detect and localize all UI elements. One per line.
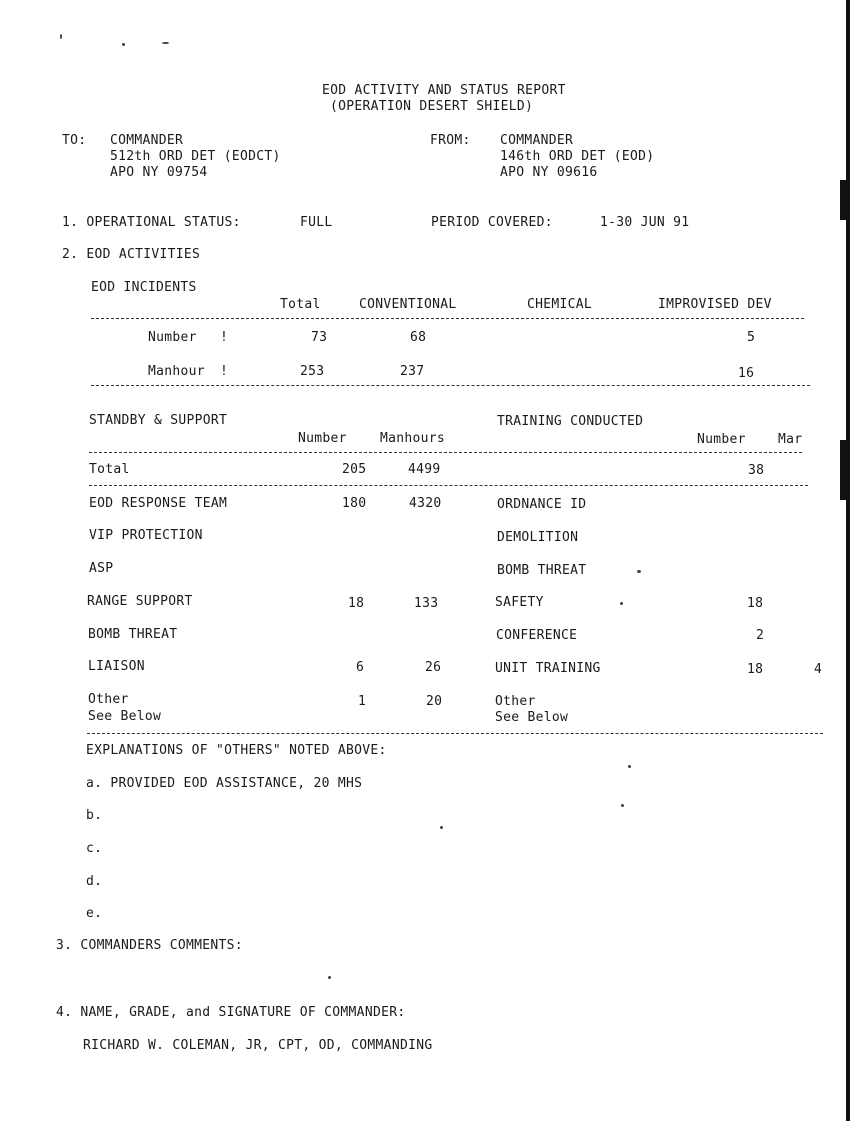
- training-col-number: Number: [697, 432, 746, 447]
- explanation-item: e.: [86, 906, 103, 921]
- incidents-bottom-rule: [91, 385, 810, 386]
- incidents-manhour-improvised: 16: [738, 366, 755, 381]
- standby-row-number: 180: [342, 496, 367, 511]
- incidents-row-manhour-label: Manhour: [148, 364, 205, 379]
- standby-col-number: Number: [298, 431, 347, 446]
- training-total-number: 38: [748, 463, 765, 478]
- explanation-item: c.: [86, 841, 103, 856]
- incidents-header-rule: [91, 318, 804, 319]
- eod-incidents-heading: EOD INCIDENTS: [91, 280, 197, 295]
- training-row-number: 18: [747, 596, 764, 611]
- standby-other-note: See Below: [88, 709, 162, 724]
- scan-speck: [328, 976, 331, 979]
- training-col-manhours: Mar: [778, 432, 803, 447]
- training-row-label: Other: [495, 694, 536, 709]
- incidents-number-conventional: 68: [410, 330, 427, 345]
- eod-activities-label: 2. EOD ACTIVITIES: [62, 247, 201, 262]
- training-conducted-heading: TRAINING CONDUCTED: [497, 414, 644, 429]
- standby-row-manhours: 20: [426, 694, 443, 709]
- training-row-label: SAFETY: [495, 595, 544, 610]
- commander-signature-label: 4. NAME, GRADE, and SIGNATURE OF COMMANDER:: [56, 1005, 406, 1020]
- period-covered-label: PERIOD COVERED:: [431, 215, 553, 230]
- training-row-label: DEMOLITION: [497, 530, 579, 545]
- standby-total-number: 205: [342, 462, 367, 477]
- scan-speck: [637, 570, 641, 573]
- incidents-col-conventional: CONVENTIONAL: [359, 297, 457, 312]
- incidents-col-total: Total: [280, 297, 321, 312]
- operational-status-value: FULL: [300, 215, 333, 230]
- training-row-label: BOMB THREAT: [497, 563, 587, 578]
- explanation-item: a. PROVIDED EOD ASSISTANCE, 20 MHS: [86, 776, 363, 791]
- incidents-manhour-total: 253: [300, 364, 325, 379]
- scan-speck: [440, 826, 443, 829]
- explanations-rule: [87, 733, 823, 734]
- to-line-2: 512th ORD DET (EODCT): [110, 149, 281, 164]
- incidents-row-separator: !: [220, 330, 229, 345]
- explanation-item: b.: [86, 808, 103, 823]
- totals-rule: [89, 485, 808, 486]
- scan-speck: [162, 42, 169, 44]
- training-row-number: 2: [756, 628, 765, 643]
- commanders-comments-label: 3. COMMANDERS COMMENTS:: [56, 938, 243, 953]
- from-line-3: APO NY 09616: [500, 165, 598, 180]
- incidents-col-chemical: CHEMICAL: [527, 297, 593, 312]
- standby-row-label: BOMB THREAT: [88, 627, 178, 642]
- standby-row-label: Other: [88, 692, 129, 707]
- standby-row-label: RANGE SUPPORT: [87, 594, 193, 609]
- scan-edge-notch: [840, 180, 850, 220]
- incidents-col-improvised: IMPROVISED DEV: [658, 297, 772, 312]
- standby-row-manhours: 4320: [409, 496, 442, 511]
- incidents-row-number-label: Number: [148, 330, 197, 345]
- training-row-number: 18: [747, 662, 764, 677]
- from-line-2: 146th ORD DET (EOD): [500, 149, 655, 164]
- scan-edge: [846, 0, 850, 1121]
- period-covered-value: 1-30 JUN 91: [600, 215, 690, 230]
- from-label: FROM:: [430, 133, 471, 148]
- standby-row-label: LIAISON: [88, 659, 145, 674]
- explanations-heading: EXPLANATIONS OF "OTHERS" NOTED ABOVE:: [86, 743, 387, 758]
- scan-speck: [621, 804, 624, 807]
- training-row-label: UNIT TRAINING: [495, 661, 601, 676]
- standby-row-manhours: 133: [414, 596, 439, 611]
- standby-support-heading: STANDBY & SUPPORT: [89, 413, 228, 428]
- incidents-number-improvised: 5: [747, 330, 756, 345]
- training-row-manhours: 4: [814, 662, 823, 677]
- standby-header-rule: [89, 452, 802, 453]
- standby-col-manhours: Manhours: [380, 431, 446, 446]
- explanation-item: d.: [86, 874, 103, 889]
- to-label: TO:: [62, 133, 87, 148]
- from-line-1: COMMANDER: [500, 133, 574, 148]
- to-line-1: COMMANDER: [110, 133, 184, 148]
- scan-speck: [620, 602, 623, 605]
- scan-edge-notch: [840, 440, 850, 500]
- standby-row-number: 18: [348, 596, 365, 611]
- scan-speck: [122, 43, 125, 46]
- standby-total-label: Total: [89, 462, 130, 477]
- standby-total-manhours: 4499: [408, 462, 441, 477]
- incidents-manhour-conventional: 237: [400, 364, 425, 379]
- training-row-label: ORDNANCE ID: [497, 497, 587, 512]
- standby-row-label: ASP: [89, 561, 114, 576]
- standby-row-number: 6: [356, 660, 365, 675]
- commander-name: RICHARD W. COLEMAN, JR, CPT, OD, COMMANDING: [83, 1038, 433, 1053]
- scan-speck: [60, 34, 62, 39]
- incidents-row-separator: !: [220, 364, 229, 379]
- standby-row-label: EOD RESPONSE TEAM: [89, 496, 228, 511]
- report-subtitle: (OPERATION DESERT SHIELD): [330, 99, 534, 114]
- to-line-3: APO NY 09754: [110, 165, 208, 180]
- training-other-note: See Below: [495, 710, 569, 725]
- scan-speck: [628, 765, 631, 768]
- standby-row-manhours: 26: [425, 660, 442, 675]
- operational-status-label: 1. OPERATIONAL STATUS:: [62, 215, 241, 230]
- report-title: EOD ACTIVITY AND STATUS REPORT: [322, 83, 566, 98]
- incidents-number-total: 73: [311, 330, 328, 345]
- standby-row-label: VIP PROTECTION: [89, 528, 203, 543]
- training-row-label: CONFERENCE: [496, 628, 578, 643]
- standby-row-number: 1: [358, 694, 367, 709]
